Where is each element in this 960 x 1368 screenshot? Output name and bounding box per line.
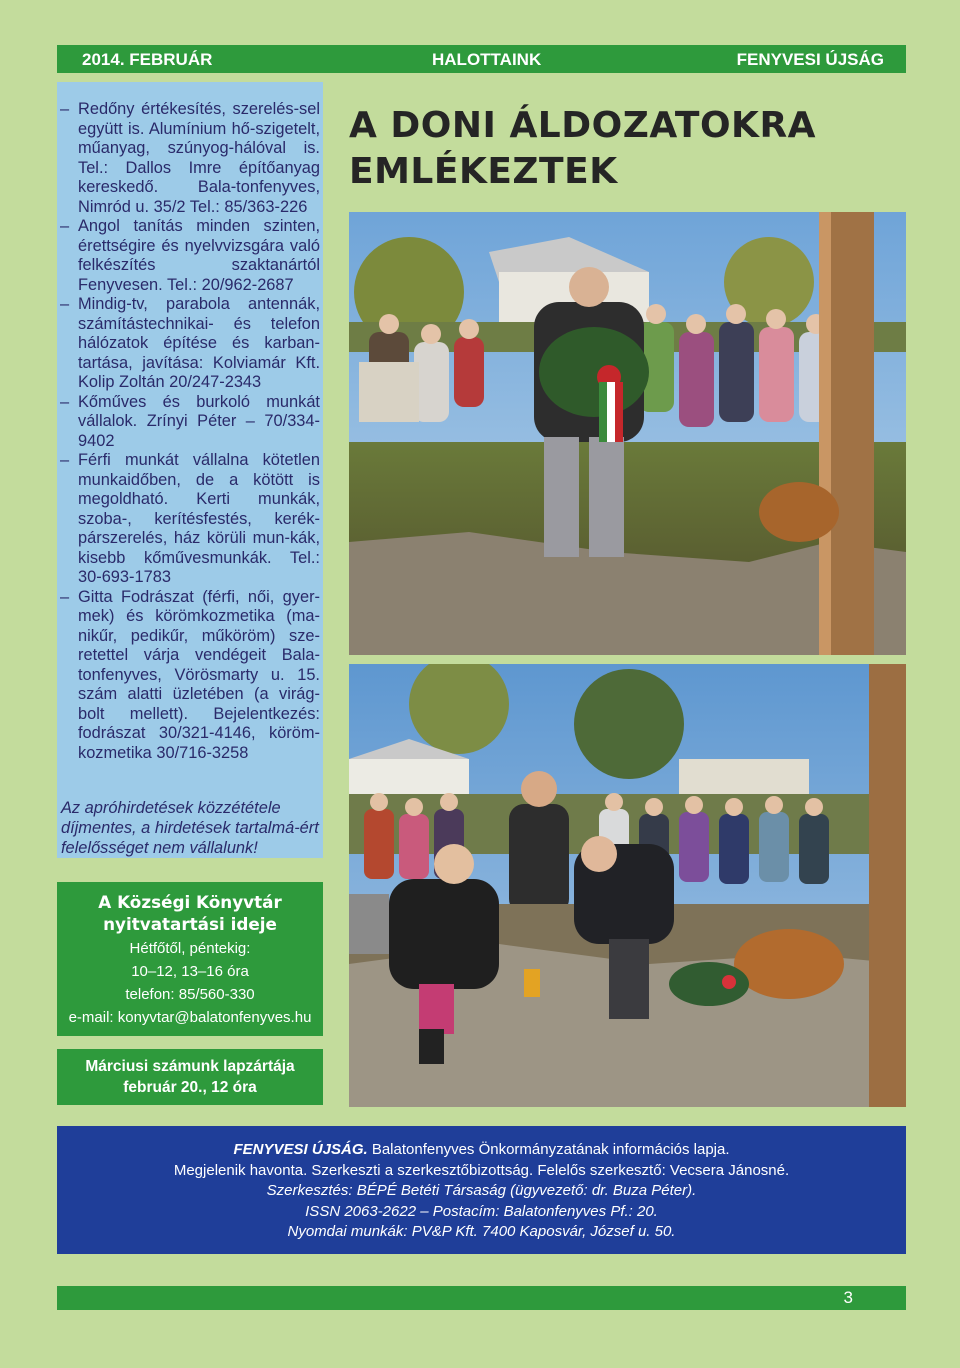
publication-name: FENYVESI ÚJSÁG [736,50,884,69]
classified-ads [57,82,323,858]
imprint-line-4: ISSN 2063-2622 – Postacím: Balatonfenyves Pf.: 20. [305,1202,658,1220]
candle-lighting-photo [349,664,906,1107]
page-footer [57,1286,906,1310]
ad-item: – Angol tanítás minden szinten, érettségire és nyelvvizsgára való felkészítés szaktanártól Fenyvesen. Tel.: 20/962-2687 [60,217,320,294]
imprint-line-5: Nyomdai munkák: PV&P Kft. 7400 Kaposvár, József u. 50. [287,1223,676,1240]
ads-disclaimer: Az apróhirdetések közzététele díjmentes, a hirdetések tartalmá-ért felelősséget nem vállalunk! [61,799,319,857]
page-number: 3 [843,1288,853,1307]
ad-item: – Gitta Fodrászat (férfi, női, gyer-mek) és körömkozmetika (ma-nikűr, pedikűr, műköröm) sze-retettel várja vendégeit Bala-tonfenyves, Vörösmarty u. 15. szám alatti üzletében (a virág-bolt mellett). Bejelentkezés: fodrászat 30/321-4146, köröm-kozmetika 30/716-3258 [60,587,320,762]
wreath-laying-photo [349,212,906,655]
imprint-box [57,1126,906,1254]
deadline-date: február 20., 12 óra [123,1079,257,1096]
library-subtitle: nyitvatartási ideje [103,914,277,934]
library-hours-box [57,882,323,1036]
ad-item: – Mindig-tv, parabola antennák, számítástechnikai- és telefon hálózatok építése és karban-tartása, javítása: Kolviamár Kft. Kolip Zoltán 20/247-2343 [60,295,320,391]
library-hours: 10–12, 13–16 óra [131,963,249,980]
article-headline: A DONI ÁLDOZATOKRA EMLÉKEZTEK [349,105,817,192]
imprint-line-1: FENYVESI ÚJSÁG. Balatonfenyves Önkormányzatának információs lapja. [233,1141,730,1158]
imprint-line-3: Szerkesztés: BÉPÉ Betéti Társaság (ügyvezető: dr. Buza Péter). [266,1182,697,1199]
ad-item: – Redőny értékesítés, szerelés-sel együtt is. Alumínium hő-szigetelt, műanyag, szúnyog-hálóval is. Tel.: Dallos Imre építőanyag kereskedő. Bala-tonfenyves, Nimród u. 35/2 Tel.: 85/363-226 [60,100,320,216]
issue-date: 2014. FEBRUÁR [82,50,213,69]
deadline-title: Márciusi számunk lapzártája [85,1058,295,1075]
library-phone: telefon: 85/560-330 [125,986,255,1003]
ad-item: – Kőműves és burkoló munkát vállalok. Zrínyi Péter – 70/334-9402 [60,392,320,450]
imprint-line-2: Megjelenik havonta. Szerkeszti a szerkesztőbizottság. Felelős szerkesztő: Vecsera Jánosné. [173,1161,790,1179]
deadline-box [57,1049,323,1105]
page-header [57,45,906,73]
ad-item: – Férfi munkát vállalna kötetlen munkaidőben, de a kötött is megoldható. Kerti munkák, szoba-, kerítésfestés, kerék-párszerelés, ház körüli mun-kák, kisebb kőművesmunkák. Tel.: 30-693-1783 [60,451,320,586]
library-days: Hétfőtől, péntekig: [129,940,251,957]
imprint-publication-name: FENYVESI ÚJSÁG. [233,1141,368,1158]
ads-list [57,82,323,763]
library-email: e-mail: konyvtar@balatonfenyves.hu [68,1009,312,1026]
section-title: HALOTTAINK [432,50,542,69]
library-title: A Községi Könyvtár [98,892,282,912]
